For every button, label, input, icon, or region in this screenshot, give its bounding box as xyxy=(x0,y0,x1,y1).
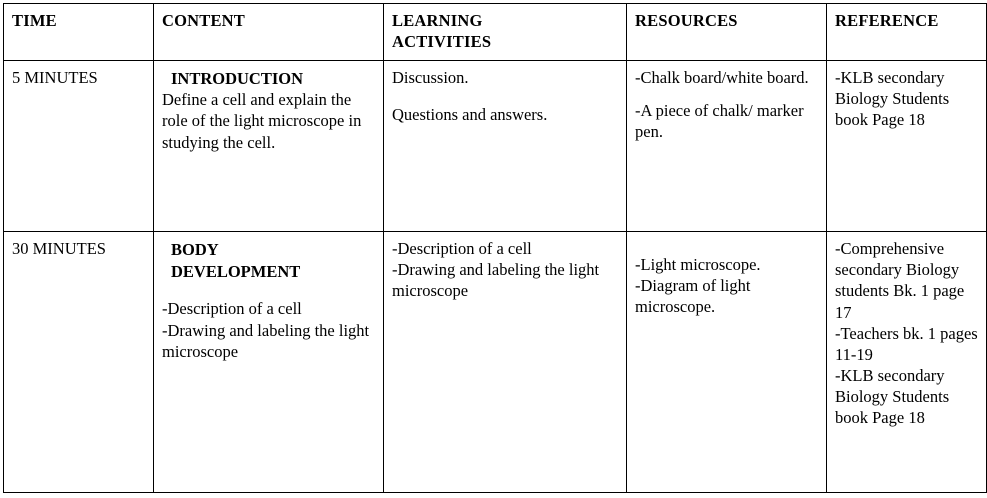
cell-learning-activities-body-development xyxy=(384,232,627,493)
content-title-body-line1: BODY xyxy=(171,240,219,260)
cell-content-introduction xyxy=(154,61,384,232)
column-header-learning-activities-line1: LEARNING xyxy=(392,11,483,30)
cell-time-introduction: 5 MINUTES xyxy=(4,61,154,232)
cell-reference-introduction xyxy=(827,61,987,232)
resource-item: -Light microscope. xyxy=(635,255,761,275)
resource-item: -A piece of chalk/ marker pen. xyxy=(635,101,804,142)
table-body xyxy=(4,61,987,493)
cell-resources-body-development xyxy=(627,232,827,493)
reference-item: -KLB secondary Biology Students book Page 18 xyxy=(835,365,950,428)
column-header-learning-activities-line2: ACTIVITIES xyxy=(392,32,492,52)
reference-item: -Comprehensive secondary Biology students Bk. 1 page 17 xyxy=(835,239,965,322)
table-row xyxy=(4,61,987,232)
content-title-introduction: INTRODUCTION xyxy=(171,69,304,89)
learning-activity-item: -Description of a cell xyxy=(392,239,532,259)
cell-content-body-development xyxy=(154,232,384,493)
content-title-body-line2: DEVELOPMENT xyxy=(171,262,301,282)
resource-item: -Diagram of light microscope. xyxy=(635,276,751,317)
content-body-introduction: Define a cell and explain the role of the light microscope in studying the cell. xyxy=(162,90,362,152)
cell-time-body-development: 30 MINUTES xyxy=(4,232,154,493)
learning-activity-item: Questions and answers. xyxy=(392,105,548,125)
document-page xyxy=(0,3,987,498)
cell-reference-body-development xyxy=(827,232,987,493)
column-header-learning-activities xyxy=(384,4,627,61)
learning-activity-item: Discussion. xyxy=(392,68,469,88)
table-header xyxy=(4,4,987,61)
content-body-item: -Drawing and labeling the light microscope xyxy=(162,320,370,361)
table-row xyxy=(4,232,987,493)
learning-activity-item: -Drawing and labeling the light microscope xyxy=(392,260,600,301)
cell-learning-activities-introduction xyxy=(384,61,627,232)
reference-item: -KLB secondary Biology Students book Page 18 xyxy=(835,68,950,130)
column-header-content: CONTENT xyxy=(154,4,384,61)
column-header-resources: RESOURCES xyxy=(627,4,827,61)
lesson-plan-table xyxy=(3,3,987,493)
content-body-item: -Description of a cell xyxy=(162,299,302,319)
cell-resources-introduction xyxy=(627,61,827,232)
reference-item: -Teachers bk. 1 pages 11-19 xyxy=(835,323,978,364)
resource-item: -Chalk board/white board. xyxy=(635,68,809,88)
column-header-reference: REFERENCE xyxy=(827,4,987,61)
table-header-row xyxy=(4,4,987,61)
column-header-time: TIME xyxy=(4,4,154,61)
